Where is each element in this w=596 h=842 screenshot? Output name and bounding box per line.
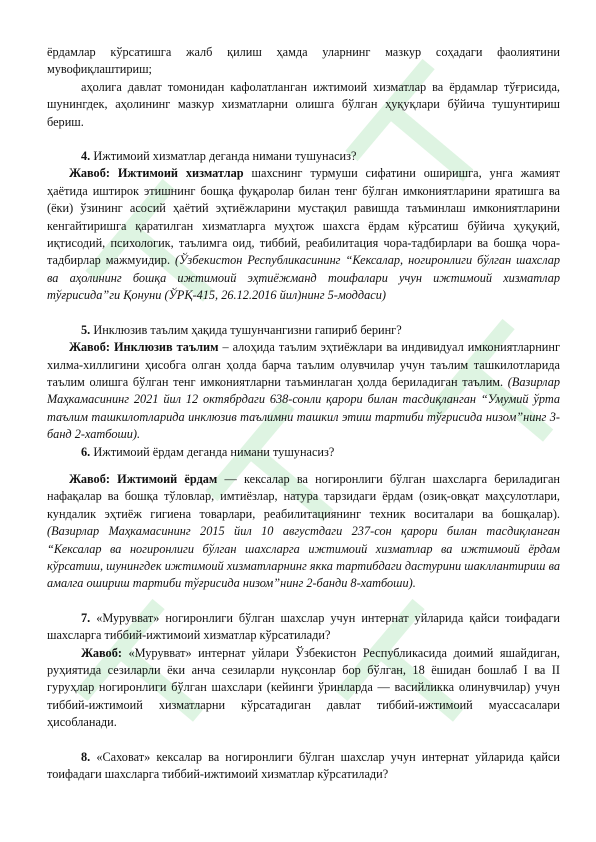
answer-6: Жавоб: Ижтимоий ёрдам — кексалар ва ногиронлиги бўлган шахсларга бериладиган нафақалар ва бошқа тўловлар, имтиёзлар, натура тарзидаги ёрдам (озиқ-овқат маҳсулотлари, кундалик эҳтиёж гигиена товарлари, реабилитациянинг техник воситалари ва бошқалар). (Вазирлар Маҳкамасининг 2015 йил 10 августдаги 237-сон қарори билан тасдиқланган “Кексалар ва ногиронлиги бўлган шахсларга ижтимоий хизматлар ва ижтимоий ёрдам кўрсатиш, шунингдек ижтимоий хизматларнинг якка тартибдаги дастурини шакллантириш ва амалга ошириш тартиби тўғрисида низом”нинг 2-банди 8-хатбоши). bbox=[47, 471, 560, 591]
question-5: 5. Инклюзив таълим ҳақида тушунчангизни гапириб беринг? bbox=[81, 322, 402, 337]
question-8: 8. «Саховат» кексалар ва ногиронлиги бўлган шахслар учун интернат уйларида қайси тоифадаги шахсларга тиббий-ижтимоий хизматлар кўрсатилади? bbox=[47, 749, 560, 782]
paragraph: ёрдамлар кўрсатишга жалб қилиш ҳамда уларнинг мазкур соҳадаги фаолиятини мувофиқлаштириш; bbox=[47, 45, 560, 77]
answer-5: Жавоб: Инклюзив таълим – алоҳида таълим эҳтиёжлари ва индивидуал имкониятларнинг хилма-хиллигини ҳисобга олган ҳолда барча таълим олувчилар учун таълим ташкилотларида таълим олишга бўлган тенг имкониятларни таъминлаган ҳолда бериладиган таълим. (Вазирлар Маҳкамасининг 2021 йил 12 октябрдаги 638-сонли қарори билан тасдиқланган “Умумий ўрта таълим ташкилотларида инклюзив таълимни ташкил этиш тартиби тўғрисида низом”нинг 3-банд 2-хатбоши). bbox=[47, 340, 560, 442]
question-7: 7. «Мурувват» ногиронлиги бўлган шахслар учун интернат уйларида қайси тоифадаги шахсларга тиббий-ижтимоий хизматлар кўрсатилади? bbox=[47, 610, 560, 643]
document-page bbox=[47, 44, 560, 783]
question-4: 4. Ижтимоий хизматлар деганда нимани тушунасиз? bbox=[81, 149, 357, 164]
question-6: 6. Ижтимоий ёрдам деганда нимани тушунасиз? bbox=[81, 444, 335, 459]
paragraph: аҳолига давлат томонидан кафолатланган ижтимоий хизматлар ва ёрдамлар тўғрисида, шунингдек, аҳолининг мазкур хизматларни олишга бўлган ҳуқуқлари бўйича тушунтириш бериш. bbox=[47, 79, 560, 129]
answer-7: Жавоб: «Мурувват» интернат уйлари Ўзбекистон Республикасида доимий яшайдиган, руҳиятида сезиларли ёки анча сезиларли нуқсонлар бор бўлган, 18 ёшидан бошлаб I ва II гуруҳлар ногиронлиги бўлган шахслари (кейинги ўринларда — васийликка олинувчилар) учун тиббий-ижтимоий хизматларни кўрсатадиган давлат тиббий-ижтимоий муассасалари ҳисобланади. bbox=[47, 645, 561, 730]
answer-4: Жавоб: Ижтимоий хизматлар шахснинг турмуши сифатини оширишга, унга жамият ҳаётида иштирок этишнинг бошқа фуқаролар билан тенг бўлган имкониятларини яратишга ва (ёки) ўзининг асосий ҳаётий эҳтиёжларини мустақил равишда таъминлаш имкониятларини кенгайтиришга қаратилган хизматларга муҳтож шахсга ёрдам кўрсатиш бўйича ҳуқуқий, иқтисодий, психологик, таълимга оид, тиббий, реабилитация чора-тадбирлари ва бошқа чора-тадбирлар мажмуидир. (Ўзбекистон Республикасининг “Кексалар, ногиронлиги бўлган шахслар ва аҳолининг бошқа ижтимоий эҳтиёжманд тоифалари учун ижтимоий хизматлар тўғрисида”ги Қонуни (ЎРҚ-415, 26.12.2016 йил)нинг 5-моддаси) bbox=[47, 166, 561, 303]
